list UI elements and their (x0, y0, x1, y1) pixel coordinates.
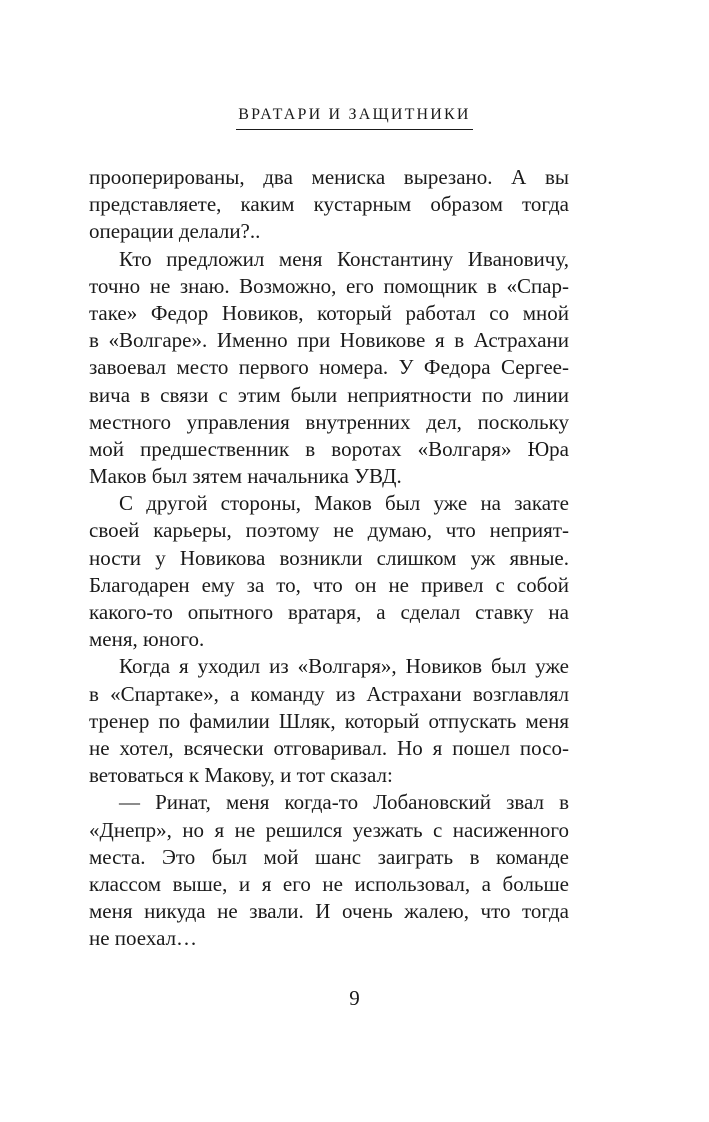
paragraph-1 (89, 164, 569, 246)
text-line: не поехал… (89, 926, 198, 951)
text-line: меня никуда не звали. И очень жалею, что тогда (89, 899, 569, 924)
text-line: ности у Новикова возникли слишком уж явные. (89, 545, 569, 570)
text-line: в «Волгаре». Именно при Новикове я в Астрахани (89, 328, 569, 353)
paragraph-5 (89, 789, 569, 952)
text-line: мой предшественник в воротах «Волгаря» Юра (89, 436, 569, 461)
text-line: классом выше, и я его не использовал, а больше (89, 871, 569, 896)
running-header (0, 106, 709, 130)
text-line: меня, юного. (89, 627, 205, 652)
page-number: 9 (349, 986, 360, 1010)
paragraph-4 (89, 653, 569, 789)
text-line: представляете, каким кустарным образом тогда (89, 192, 569, 217)
text-line: своей карьеры, поэтому не думаю, что неприят- (89, 518, 569, 543)
text-line: таке» Федор Новиков, который работал со мной (89, 300, 569, 325)
body-text (89, 164, 569, 952)
paragraph-3 (89, 490, 569, 653)
text-line: тренер по фамилии Шляк, который отпускать меня (89, 708, 569, 733)
text-line: места. Это был мой шанс заиграть в команде (89, 844, 569, 869)
text-line: Благодарен ему за то, что он не привел с собой (89, 572, 569, 597)
text-line: «Днепр», но я не решился уезжать с насиженного (89, 817, 569, 842)
text-line: операции делали?.. (89, 219, 261, 244)
paragraph-2 (89, 246, 569, 491)
text-line: завоевал место первого номера. У Федора Сергее- (89, 355, 569, 380)
text-line: какого-то опытного вратаря, а сделал ставку на (89, 600, 569, 624)
text-line: в «Спартаке», а команду из Астрахани возглавлял (89, 681, 569, 706)
text-line: вича в связи с этим были неприятности по линии (89, 382, 569, 407)
text-line: не хотел, всячески отговаривал. Но я пошел посо- (89, 735, 569, 760)
text-line: Маков был зятем начальника УВД. (89, 464, 402, 489)
text-line: — Ринат, меня когда-то Лобановский звал в (119, 790, 569, 815)
text-line: С другой стороны, Маков был уже на закате (119, 491, 569, 516)
text-line: Когда я уходил из «Волгаря», Новиков был уже (119, 654, 569, 679)
text-line: точно не знаю. Возможно, его помощник в «Спар- (89, 273, 569, 298)
text-line: ветоваться к Макову, и тот сказал: (89, 763, 393, 788)
text-line: прооперированы, два мениска вырезано. А вы (89, 165, 569, 189)
running-title: ВРАТАРИ И ЗАЩИТНИКИ (236, 106, 472, 130)
text-line: Кто предложил меня Константину Ивановичу, (119, 246, 569, 271)
text-line: местного управления внутренних дел, поскольку (89, 409, 569, 434)
